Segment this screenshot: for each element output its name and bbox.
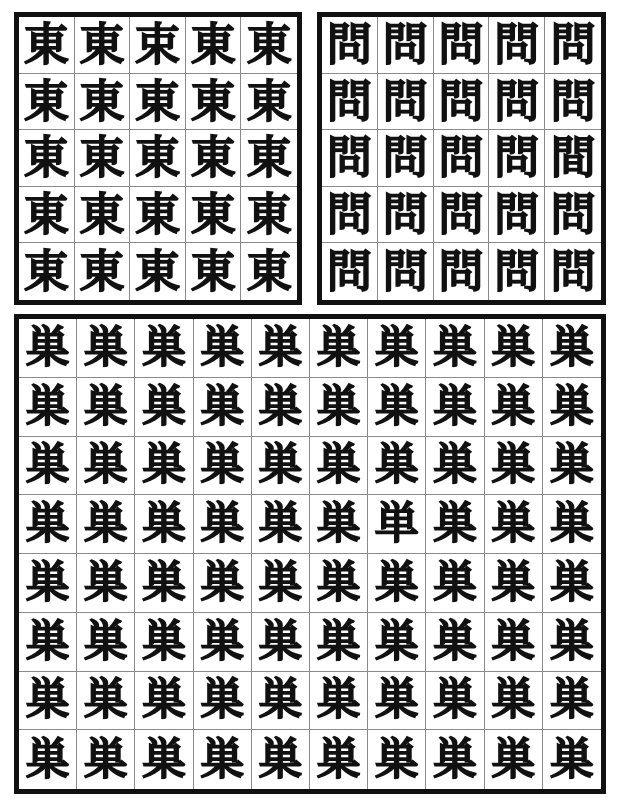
kanji-cell[interactable]	[77, 672, 135, 731]
kanji-cell[interactable]	[252, 437, 310, 496]
kanji-glyph: 巣	[200, 498, 245, 550]
kanji-glyph: 巣	[200, 615, 245, 667]
kanji-glyph: 巣	[316, 439, 361, 491]
kanji-cell[interactable]	[77, 378, 135, 437]
kanji-cell[interactable]	[130, 17, 186, 74]
kanji-glyph: 東	[246, 74, 292, 128]
kanji-cell[interactable]	[545, 243, 601, 300]
kanji-glyph: 巣	[432, 498, 477, 550]
kanji-glyph: 巣	[316, 674, 361, 726]
kanji-glyph: 巣	[432, 615, 477, 667]
kanji-glyph: 巣	[549, 556, 594, 608]
kanji-cell[interactable]	[322, 17, 378, 74]
kanji-cell[interactable]	[186, 243, 242, 300]
kanji-cell[interactable]	[186, 74, 242, 131]
kanji-glyph: 巣	[258, 498, 303, 550]
kanji-cell[interactable]	[368, 730, 426, 789]
kanji-cell[interactable]	[378, 187, 434, 244]
kanji-glyph: 問	[550, 188, 596, 242]
kanji-cell[interactable]	[135, 495, 193, 554]
kanji-glyph: 東	[79, 131, 125, 185]
kanji-glyph: 東	[190, 74, 236, 128]
kanji-cell[interactable]	[130, 74, 186, 131]
kanji-cell[interactable]	[186, 187, 242, 244]
kanji-cell[interactable]	[368, 378, 426, 437]
kanji-cell[interactable]	[310, 437, 368, 496]
kanji-cell[interactable]	[426, 672, 484, 731]
kanji-glyph: 巣	[374, 380, 419, 432]
kanji-cell[interactable]	[19, 554, 77, 613]
kanji-cell[interactable]	[378, 74, 434, 131]
kanji-cell[interactable]	[77, 613, 135, 672]
kanji-cell[interactable]	[135, 554, 193, 613]
kanji-cell[interactable]	[19, 672, 77, 731]
kanji-glyph: 問	[382, 188, 428, 242]
kanji-cell[interactable]	[252, 319, 310, 378]
kanji-glyph: 巣	[83, 733, 128, 785]
kanji-cell[interactable]	[426, 613, 484, 672]
kanji-cell[interactable]	[434, 187, 490, 244]
kanji-glyph: 問	[494, 18, 540, 72]
kanji-cell[interactable]	[543, 437, 601, 496]
kanji-cell[interactable]	[378, 243, 434, 300]
kanji-cell[interactable]	[543, 554, 601, 613]
kanji-glyph: 巣	[83, 439, 128, 491]
kanji-cell[interactable]	[135, 319, 193, 378]
kanji-cell[interactable]	[19, 437, 77, 496]
kanji-cell[interactable]	[310, 613, 368, 672]
kanji-cell[interactable]	[322, 74, 378, 131]
kanji-glyph: 巣	[25, 674, 70, 726]
kanji-cell[interactable]	[75, 243, 131, 300]
kanji-cell[interactable]	[19, 378, 77, 437]
kanji-glyph: 東	[23, 131, 69, 185]
kanji-cell[interactable]	[434, 243, 490, 300]
kanji-cell[interactable]	[19, 187, 75, 244]
kanji-glyph: 問	[382, 18, 428, 72]
kanji-glyph: 巣	[25, 733, 70, 785]
kanji-glyph: 単	[374, 498, 419, 550]
kanji-cell[interactable]	[252, 378, 310, 437]
kanji-cell[interactable]	[426, 378, 484, 437]
kanji-cell[interactable]	[485, 554, 543, 613]
kanji-glyph: 巣	[491, 380, 536, 432]
kanji-glyph: 東	[23, 245, 69, 299]
kanji-cell[interactable]	[489, 243, 545, 300]
kanji-cell[interactable]	[485, 672, 543, 731]
kanji-cell[interactable]	[543, 319, 601, 378]
kanji-cell[interactable]	[543, 730, 601, 789]
kanji-cell[interactable]	[310, 554, 368, 613]
kanji-cell[interactable]	[194, 437, 252, 496]
kanji-cell[interactable]	[489, 17, 545, 74]
kanji-cell[interactable]	[77, 437, 135, 496]
kanji-cell[interactable]	[485, 319, 543, 378]
kanji-glyph: 問	[550, 18, 596, 72]
kanji-cell[interactable]	[545, 17, 601, 74]
kanji-cell[interactable]	[368, 554, 426, 613]
kanji-cell[interactable]	[322, 130, 378, 187]
kanji-glyph: 巣	[200, 380, 245, 432]
kanji-glyph: 東	[190, 188, 236, 242]
kanji-glyph: 問	[438, 18, 484, 72]
kanji-glyph: 巣	[25, 321, 70, 373]
kanji-glyph: 問	[494, 74, 540, 128]
kanji-glyph: 東	[79, 188, 125, 242]
kanji-cell[interactable]	[77, 495, 135, 554]
kanji-glyph: 巣	[316, 380, 361, 432]
kanji-cell[interactable]	[75, 74, 131, 131]
kanji-cell[interactable]	[75, 17, 131, 74]
kanji-glyph: 問	[326, 245, 372, 299]
kanji-glyph: 東	[23, 18, 69, 72]
kanji-glyph: 問	[438, 245, 484, 299]
kanji-grid-su[interactable]	[14, 314, 606, 794]
kanji-cell[interactable]	[252, 672, 310, 731]
kanji-glyph: 巣	[374, 615, 419, 667]
kanji-cell[interactable]	[368, 495, 426, 554]
kanji-glyph: 巣	[25, 498, 70, 550]
kanji-cell[interactable]	[241, 187, 297, 244]
kanji-cell[interactable]	[485, 613, 543, 672]
kanji-cell[interactable]	[19, 74, 75, 131]
kanji-cell[interactable]	[75, 187, 131, 244]
kanji-cell[interactable]	[77, 554, 135, 613]
kanji-glyph: 巣	[200, 733, 245, 785]
kanji-cell[interactable]	[543, 613, 601, 672]
kanji-cell[interactable]	[130, 130, 186, 187]
kanji-cell[interactable]	[322, 243, 378, 300]
kanji-glyph: 巣	[141, 556, 186, 608]
kanji-glyph: 巣	[549, 498, 594, 550]
kanji-cell[interactable]	[426, 495, 484, 554]
kanji-glyph: 東	[246, 188, 292, 242]
kanji-cell[interactable]	[310, 672, 368, 731]
kanji-cell[interactable]	[194, 378, 252, 437]
kanji-cell[interactable]	[241, 130, 297, 187]
kanji-cell[interactable]	[310, 319, 368, 378]
kanji-glyph: 巣	[491, 321, 536, 373]
kanji-cell[interactable]	[135, 730, 193, 789]
kanji-cell[interactable]	[194, 613, 252, 672]
kanji-cell[interactable]	[310, 378, 368, 437]
kanji-cell[interactable]	[434, 74, 490, 131]
kanji-glyph: 巣	[316, 615, 361, 667]
kanji-cell[interactable]	[186, 17, 242, 74]
kanji-cell[interactable]	[135, 437, 193, 496]
kanji-glyph: 東	[134, 131, 180, 185]
kanji-cell[interactable]	[19, 130, 75, 187]
kanji-cell[interactable]	[130, 187, 186, 244]
kanji-cell[interactable]	[368, 319, 426, 378]
kanji-glyph: 東	[190, 18, 236, 72]
kanji-glyph: 巣	[491, 556, 536, 608]
kanji-glyph: 巣	[316, 556, 361, 608]
kanji-cell[interactable]	[77, 730, 135, 789]
kanji-glyph: 問	[494, 131, 540, 185]
kanji-cell[interactable]	[489, 74, 545, 131]
kanji-glyph: 巣	[141, 380, 186, 432]
kanji-cell[interactable]	[194, 730, 252, 789]
kanji-cell[interactable]	[543, 378, 601, 437]
kanji-cell[interactable]	[485, 437, 543, 496]
kanji-glyph: 巣	[83, 615, 128, 667]
kanji-grid-higashi[interactable]	[14, 12, 302, 305]
kanji-cell[interactable]	[368, 437, 426, 496]
kanji-glyph: 巣	[258, 674, 303, 726]
kanji-glyph: 巣	[83, 556, 128, 608]
kanji-cell[interactable]	[545, 187, 601, 244]
kanji-glyph: 巣	[258, 733, 303, 785]
kanji-glyph: 巣	[432, 674, 477, 726]
kanji-glyph: 問	[494, 188, 540, 242]
kanji-cell[interactable]	[241, 17, 297, 74]
kanji-glyph: 巣	[141, 321, 186, 373]
kanji-glyph: 東	[190, 245, 236, 299]
kanji-glyph: 巣	[316, 498, 361, 550]
kanji-glyph: 巣	[258, 380, 303, 432]
kanji-glyph: 東	[23, 74, 69, 128]
kanji-cell[interactable]	[426, 730, 484, 789]
kanji-glyph: 東	[190, 131, 236, 185]
kanji-cell[interactable]	[434, 17, 490, 74]
kanji-cell[interactable]	[310, 495, 368, 554]
kanji-cell[interactable]	[194, 672, 252, 731]
kanji-cell[interactable]	[426, 319, 484, 378]
kanji-glyph: 巣	[258, 321, 303, 373]
kanji-glyph: 巣	[316, 321, 361, 373]
kanji-glyph: 問	[326, 188, 372, 242]
kanji-glyph: 東	[23, 188, 69, 242]
kanji-glyph: 巣	[374, 556, 419, 608]
kanji-cell[interactable]	[77, 319, 135, 378]
kanji-cell[interactable]	[378, 130, 434, 187]
kanji-cell[interactable]	[252, 613, 310, 672]
kanji-cell[interactable]	[19, 613, 77, 672]
kanji-cell[interactable]	[19, 319, 77, 378]
kanji-glyph: 巣	[432, 380, 477, 432]
kanji-glyph: 巣	[549, 380, 594, 432]
kanji-glyph: 巣	[141, 733, 186, 785]
kanji-glyph: 巣	[374, 439, 419, 491]
kanji-cell[interactable]	[543, 495, 601, 554]
kanji-glyph: 問	[382, 131, 428, 185]
kanji-glyph: 巣	[25, 615, 70, 667]
kanji-glyph: 巣	[141, 439, 186, 491]
kanji-glyph: 問	[438, 74, 484, 128]
kanji-glyph: 巣	[432, 556, 477, 608]
kanji-cell[interactable]	[19, 243, 75, 300]
kanji-glyph: 巣	[258, 439, 303, 491]
kanji-cell[interactable]	[135, 378, 193, 437]
kanji-glyph: 巣	[25, 556, 70, 608]
kanji-glyph: 巣	[200, 674, 245, 726]
kanji-cell[interactable]	[368, 672, 426, 731]
kanji-glyph: 巣	[491, 733, 536, 785]
kanji-cell[interactable]	[194, 554, 252, 613]
kanji-glyph: 巣	[200, 439, 245, 491]
kanji-glyph: 巣	[141, 674, 186, 726]
kanji-glyph: 巣	[549, 674, 594, 726]
kanji-cell[interactable]	[426, 437, 484, 496]
kanji-cell[interactable]	[194, 495, 252, 554]
kanji-cell[interactable]	[135, 672, 193, 731]
kanji-cell[interactable]	[135, 613, 193, 672]
kanji-glyph: 東	[134, 245, 180, 299]
kanji-glyph: 東	[246, 131, 292, 185]
kanji-glyph: 巣	[25, 380, 70, 432]
kanji-glyph: 東	[246, 245, 292, 299]
kanji-cell[interactable]	[194, 319, 252, 378]
kanji-cell[interactable]	[241, 243, 297, 300]
kanji-glyph: 問	[382, 74, 428, 128]
kanji-glyph: 巣	[200, 556, 245, 608]
kanji-glyph: 巣	[549, 615, 594, 667]
kanji-glyph: 問	[326, 18, 372, 72]
kanji-glyph: 巣	[432, 321, 477, 373]
kanji-glyph: 巣	[83, 321, 128, 373]
kanji-cell[interactable]	[252, 495, 310, 554]
kanji-glyph: 巣	[83, 380, 128, 432]
kanji-cell[interactable]	[485, 378, 543, 437]
kanji-cell[interactable]	[19, 17, 75, 74]
kanji-glyph: 巣	[316, 733, 361, 785]
kanji-glyph: 問	[326, 131, 372, 185]
kanji-glyph: 巣	[549, 321, 594, 373]
kanji-cell[interactable]	[485, 495, 543, 554]
kanji-glyph: 問	[550, 74, 596, 128]
kanji-glyph: 巣	[491, 498, 536, 550]
kanji-glyph: 巣	[141, 498, 186, 550]
kanji-glyph: 巣	[374, 321, 419, 373]
kanji-cell[interactable]	[252, 730, 310, 789]
kanji-cell[interactable]	[368, 613, 426, 672]
kanji-cell[interactable]	[322, 187, 378, 244]
kanji-cell[interactable]	[75, 130, 131, 187]
kanji-cell[interactable]	[426, 554, 484, 613]
kanji-cell[interactable]	[489, 130, 545, 187]
kanji-glyph: 巣	[200, 321, 245, 373]
kanji-cell[interactable]	[545, 130, 601, 187]
kanji-cell[interactable]	[241, 74, 297, 131]
kanji-glyph: 東	[79, 245, 125, 299]
kanji-glyph: 巣	[83, 674, 128, 726]
kanji-glyph: 東	[246, 18, 292, 72]
kanji-glyph: 巣	[491, 439, 536, 491]
kanji-cell[interactable]	[378, 17, 434, 74]
kanji-glyph: 巣	[432, 439, 477, 491]
kanji-glyph: 問	[326, 74, 372, 128]
kanji-glyph: 巣	[258, 615, 303, 667]
kanji-glyph: 問	[382, 245, 428, 299]
kanji-glyph: 東	[134, 188, 180, 242]
kanji-glyph: 巣	[258, 556, 303, 608]
kanji-cell[interactable]	[545, 74, 601, 131]
kanji-glyph: 東	[134, 74, 180, 128]
kanji-glyph: 巣	[374, 674, 419, 726]
kanji-cell[interactable]	[19, 495, 77, 554]
kanji-glyph: 東	[79, 18, 125, 72]
kanji-glyph: 巣	[141, 615, 186, 667]
kanji-glyph: 問	[550, 245, 596, 299]
kanji-cell[interactable]	[434, 130, 490, 187]
kanji-cell[interactable]	[310, 730, 368, 789]
kanji-glyph: 巣	[549, 733, 594, 785]
kanji-cell[interactable]	[489, 187, 545, 244]
kanji-glyph: 巣	[25, 439, 70, 491]
kanji-glyph: 巣	[374, 733, 419, 785]
kanji-cell[interactable]	[130, 243, 186, 300]
kanji-cell[interactable]	[19, 730, 77, 789]
kanji-glyph: 問	[438, 188, 484, 242]
kanji-glyph: 間	[550, 131, 596, 185]
kanji-grid-mon[interactable]	[317, 12, 606, 305]
kanji-glyph: 巣	[491, 674, 536, 726]
kanji-glyph: 問	[494, 245, 540, 299]
kanji-glyph: 巣	[432, 733, 477, 785]
kanji-cell[interactable]	[543, 672, 601, 731]
kanji-glyph: 問	[438, 131, 484, 185]
kanji-cell[interactable]	[252, 554, 310, 613]
kanji-cell[interactable]	[186, 130, 242, 187]
kanji-glyph: 巣	[83, 498, 128, 550]
kanji-glyph: 東	[79, 74, 125, 128]
kanji-cell[interactable]	[485, 730, 543, 789]
kanji-glyph: 巣	[549, 439, 594, 491]
kanji-glyph: 巣	[491, 615, 536, 667]
kanji-glyph: 束	[134, 18, 180, 72]
